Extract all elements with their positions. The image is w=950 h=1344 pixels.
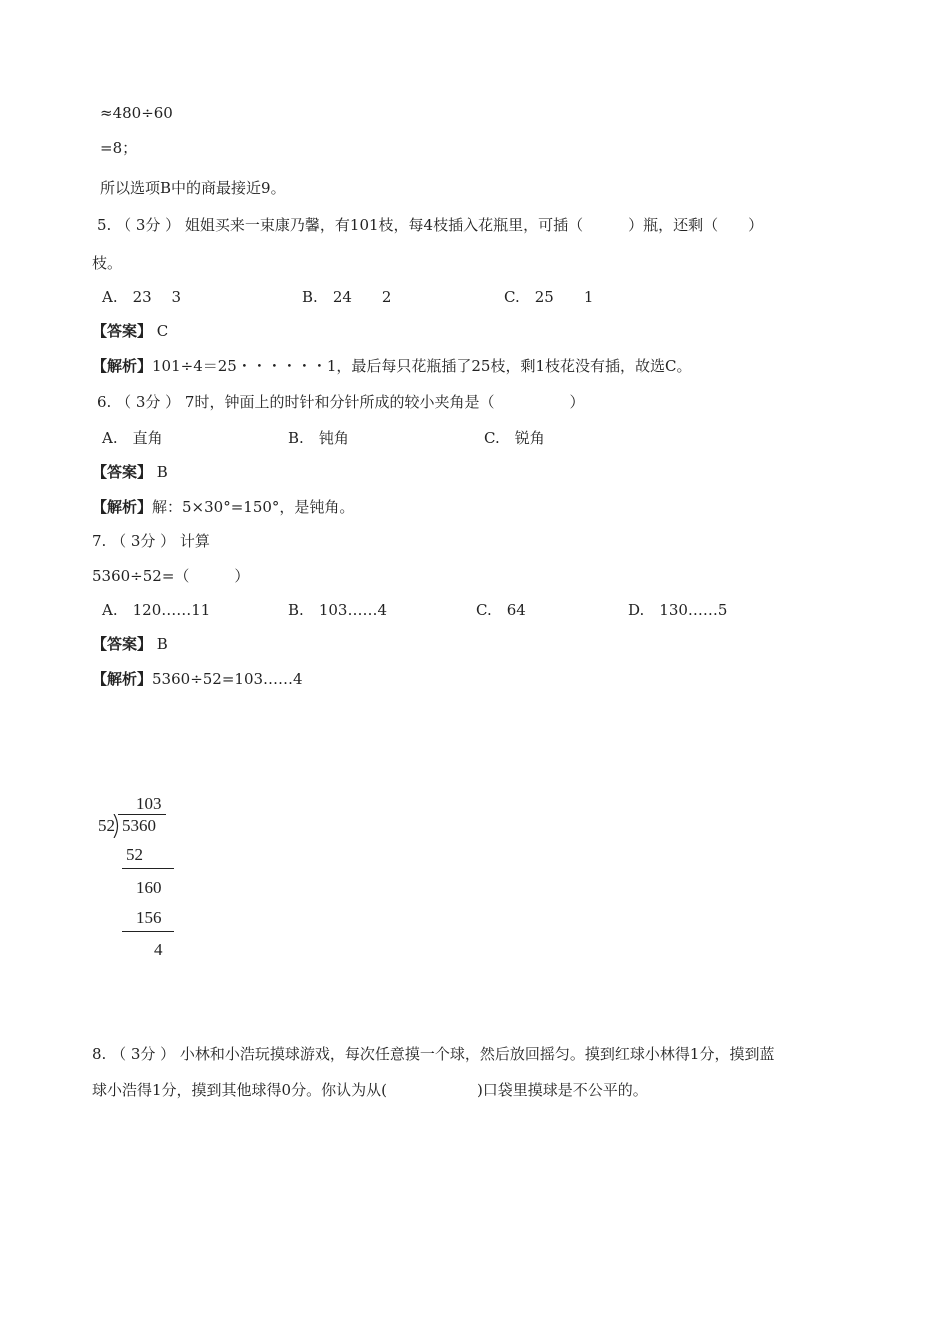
q7-stem-line-1: 7. （ 3分 ） 计算 xyxy=(92,532,210,550)
option-letter: C. xyxy=(504,288,520,306)
q6-analysis xyxy=(92,497,354,517)
q6-stem: 6. （ 3分 ） 7时，钟面上的时针和分针所成的较小夹角是（ ） xyxy=(97,393,585,411)
option-letter: A. xyxy=(102,429,118,447)
q7-answer xyxy=(92,634,168,654)
q7-option-c xyxy=(476,600,526,620)
option-text: 24 2 xyxy=(332,288,392,306)
q6-option-b xyxy=(288,428,349,448)
option-letter: A. xyxy=(102,601,118,619)
q5-stem-line-1: 5. （ 3分 ） 姐姐买来一束康乃馨，有101枝，每4枝插入花瓶里，可插（ ）瓶，还剩（ ） xyxy=(97,216,764,234)
q7-stem-line-2: 5360÷52=（ ） xyxy=(92,567,250,585)
answer-value: B xyxy=(156,635,168,653)
q8-stem-line-1: 8. （ 3分 ） 小林和小浩玩摸球游戏，每次任意摸一个球，然后放回摇匀。摸到红球小林得1分，摸到蓝 xyxy=(92,1045,775,1063)
q5-option-c xyxy=(504,287,593,307)
q5-analysis xyxy=(92,356,692,376)
option-text: 130……5 xyxy=(659,601,728,619)
answer-value: B xyxy=(156,463,168,481)
q5-stem-line-2: 枝。 xyxy=(92,254,123,272)
option-letter: B. xyxy=(302,288,318,306)
analysis-text: 5360÷52=103……4 xyxy=(152,670,303,688)
remainder: 4 xyxy=(154,940,163,959)
option-text: 103……4 xyxy=(318,601,387,619)
option-letter: C. xyxy=(476,601,492,619)
division-bar xyxy=(118,814,166,815)
q5-option-a xyxy=(102,287,181,307)
analysis-tag: 【解析】 xyxy=(92,498,153,516)
option-text: 23 3 xyxy=(132,288,182,306)
continuation-line-2: =8； xyxy=(100,139,138,157)
continuation-line-1: ≈480÷60 xyxy=(100,104,173,122)
answer-tag: 【答案】 xyxy=(92,463,153,481)
quotient: 103 xyxy=(136,794,162,813)
option-text: 25 1 xyxy=(534,288,594,306)
analysis-text: 解：5×30°=150°，是钝角。 xyxy=(152,498,355,516)
q6-option-a xyxy=(102,428,163,448)
dividend: 5360 xyxy=(122,816,156,835)
subtrahend-1: 52 xyxy=(126,845,143,864)
option-text: 64 xyxy=(506,601,526,619)
option-text: 120……11 xyxy=(132,601,211,619)
option-letter: A. xyxy=(102,288,118,306)
q8-stem-line-2: 球小浩得1分，摸到其他球得0分。你认为从( )口袋里摸球是不公平的。 xyxy=(92,1081,648,1099)
long-division xyxy=(96,792,186,964)
option-letter: C. xyxy=(484,429,500,447)
answer-tag: 【答案】 xyxy=(92,635,153,653)
q7-option-a xyxy=(102,600,210,620)
divisor: 52 xyxy=(98,816,115,835)
analysis-tag: 【解析】 xyxy=(92,357,153,375)
option-text: 锐角 xyxy=(514,429,545,447)
answer-tag: 【答案】 xyxy=(92,322,153,340)
q7-option-b xyxy=(288,600,387,620)
analysis-text: 101÷4＝25・・・・・・1，最后每只花瓶插了25枝，剩1枝花没有插，故选C。 xyxy=(152,357,692,375)
option-letter: B. xyxy=(288,429,304,447)
continuation-line-3: 所以选项B中的商最接近9。 xyxy=(100,179,286,197)
partial-remainder: 160 xyxy=(136,878,162,897)
q7-analysis xyxy=(92,669,303,689)
subtrahend-2: 156 xyxy=(136,908,162,927)
q5-option-b xyxy=(302,287,391,307)
option-letter: D. xyxy=(628,601,645,619)
subtraction-line-2 xyxy=(122,931,174,932)
q5-answer xyxy=(92,321,168,341)
analysis-tag: 【解析】 xyxy=(92,670,153,688)
option-text: 钝角 xyxy=(318,429,349,447)
q6-option-c xyxy=(484,428,545,448)
option-letter: B. xyxy=(288,601,304,619)
q7-option-d xyxy=(628,600,727,620)
q6-answer xyxy=(92,462,168,482)
subtraction-line-1 xyxy=(122,868,174,869)
answer-value: C xyxy=(156,322,169,340)
option-text: 直角 xyxy=(132,429,163,447)
